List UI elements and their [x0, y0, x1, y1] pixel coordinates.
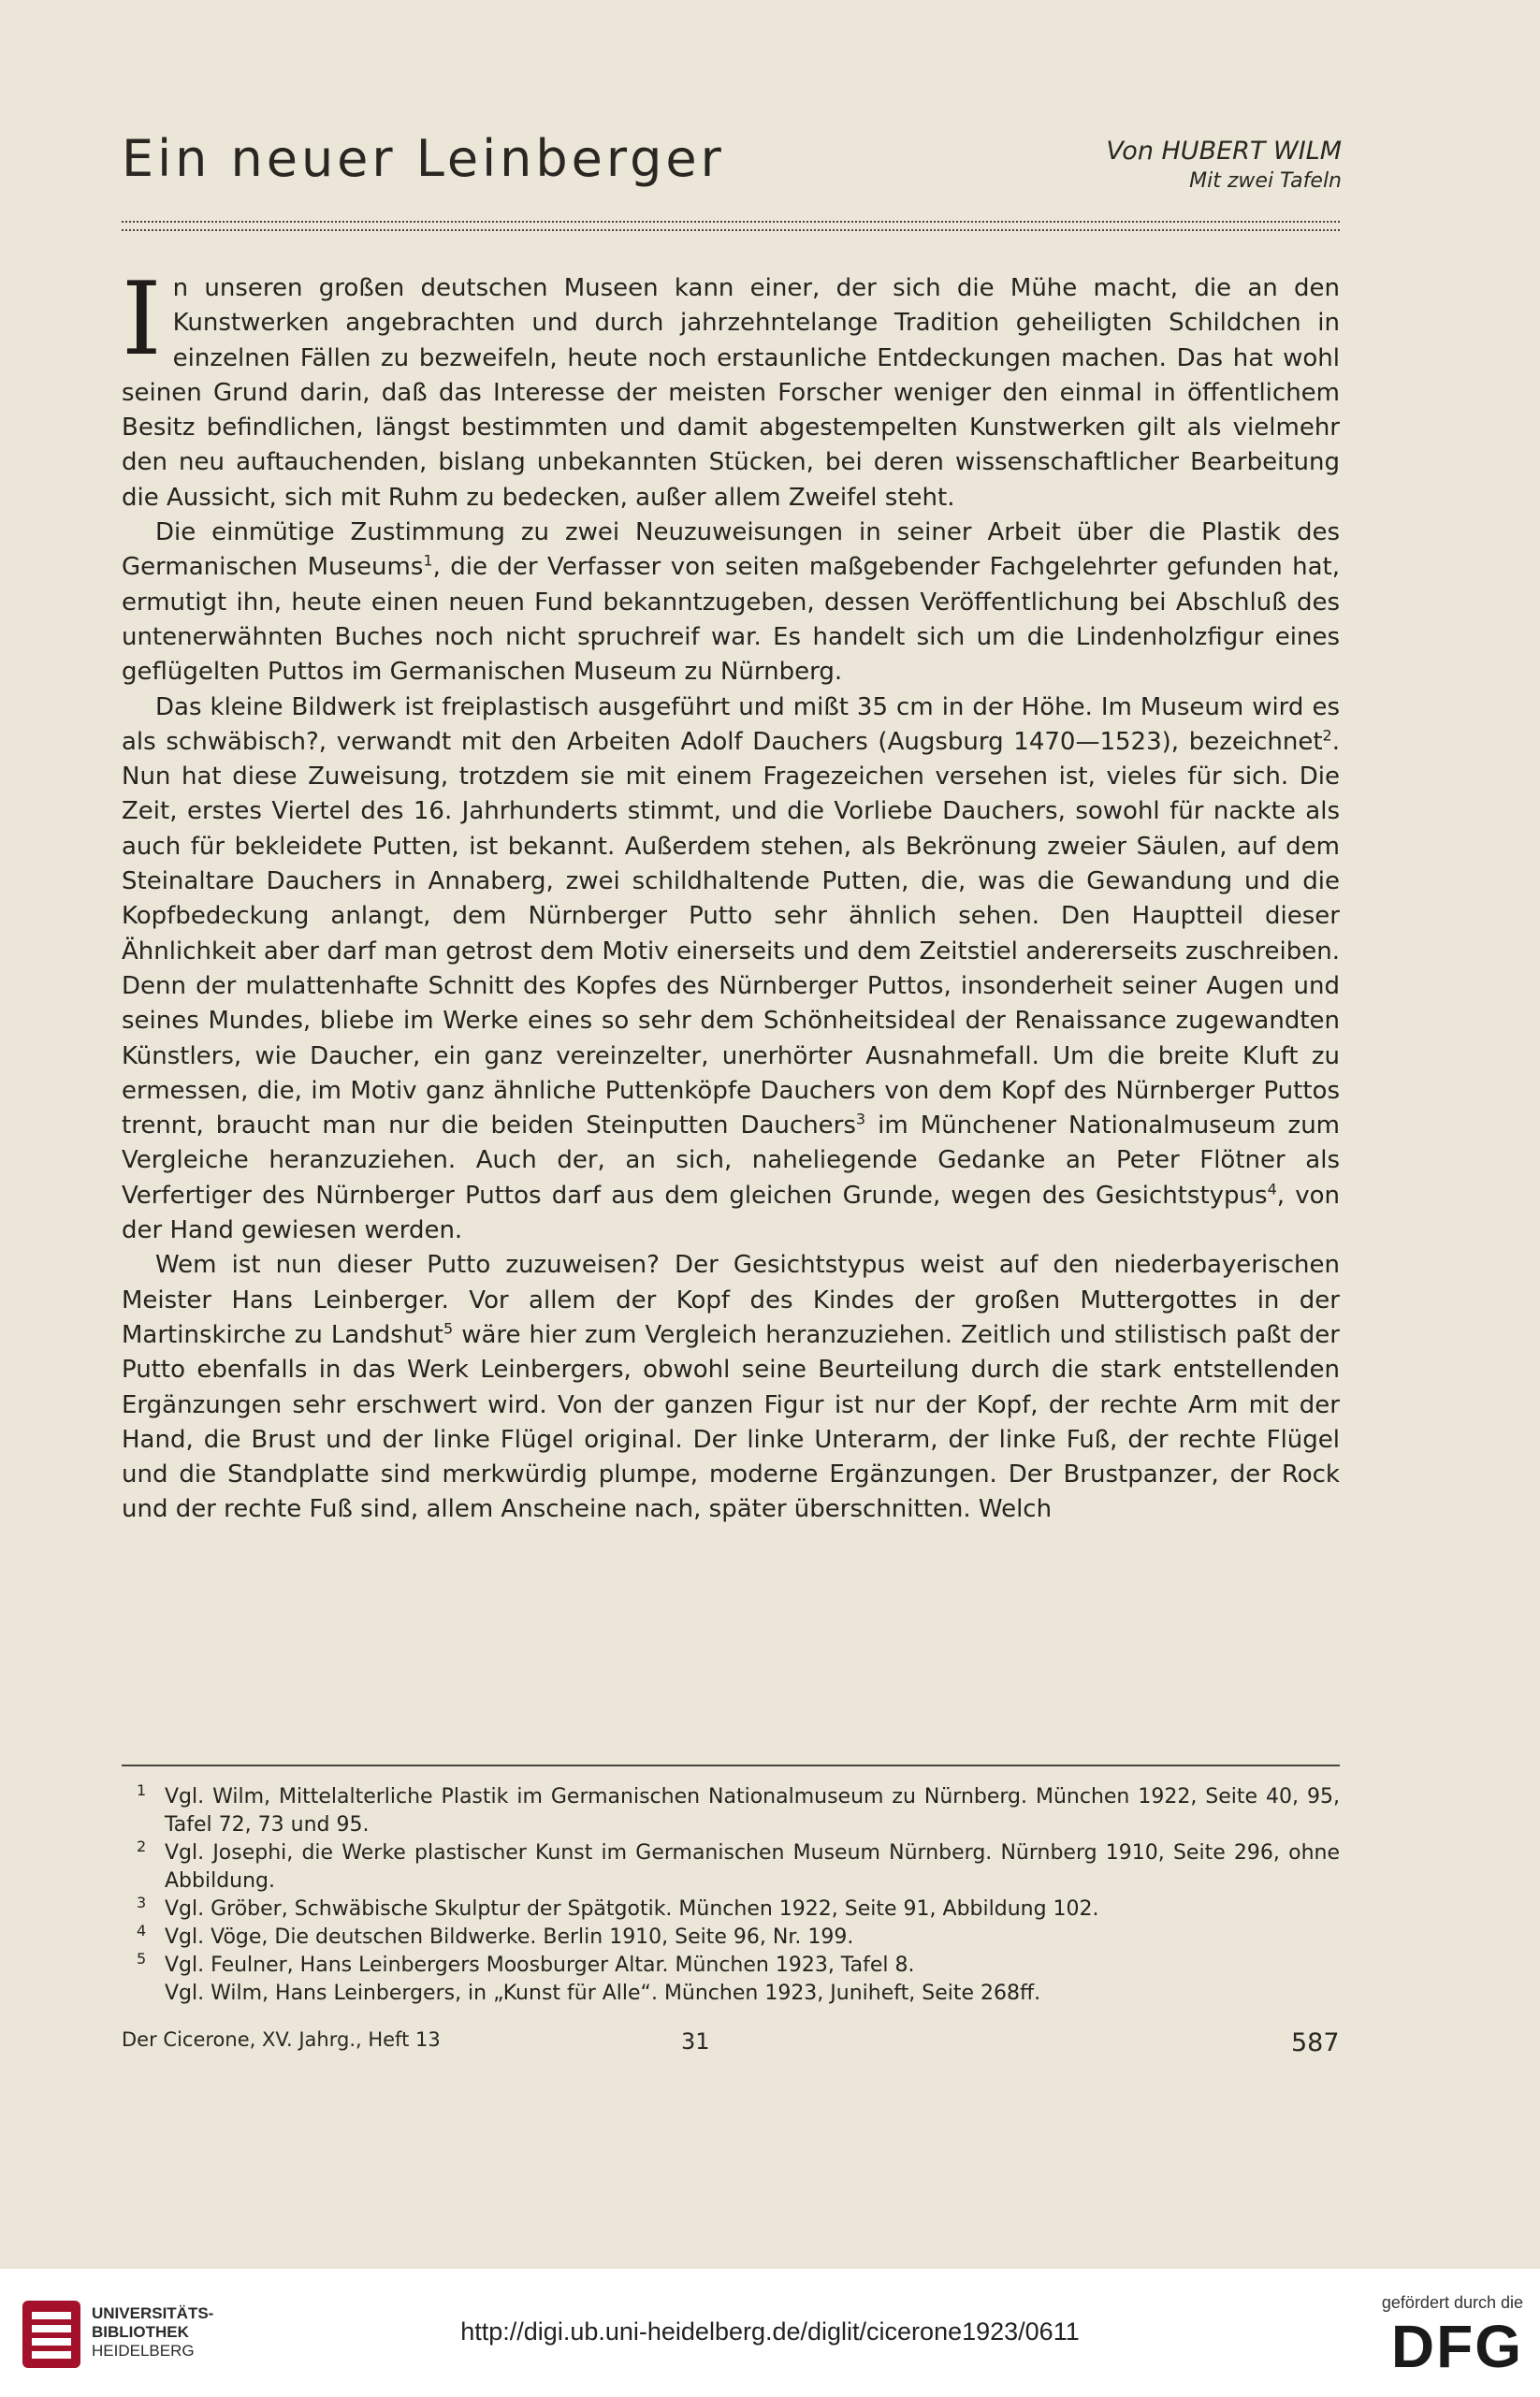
footnotes: [122, 1780, 1340, 2008]
footnote-text: Vgl. Wilm, Hans Leinbergers, in „Kunst für Alle“. München 1923, Juniheft, Seite 268ff.: [165, 1982, 1041, 2005]
paragraph-3-text-a: Das kleine Bildwerk ist freiplastisch ausgeführt und mißt 35 cm in der Höhe. Im Museum wird es als schwäbisch?, verwandt mit den Arbeiten Adolf Dauchers (Augsburg 1470—1523), bezeichnet: [122, 692, 1340, 756]
footnote: 1 Vgl. Wilm, Mittelalterliche Plastik im Germanischen Nationalmuseum zu Nürnberg. München 1922, Seite 40, 95, Tafel 72, 73 und 95.: [137, 1780, 1340, 1837]
funder-block: [1381, 2293, 1523, 2380]
footnote: [122, 1980, 1340, 2008]
paragraph-4-text-b: wäre hier zum Vergleich heranzuziehen. Zeitlich und stilistisch paßt der Putto ebenfalls in das Werk Leinbergers, obwohl seine Beurteilung durch die stark entstellenden Ergänzungen sehr erschwert wird. Von der ganzen Figur ist nur der Kopf, der rechte Arm mit der Hand, die Brust und der linke Flügel original. Der linke Unterarm, der linke Fuß, der rechte Flügel und die Standplatte sind merkwürdig plumpe, moderne Ergänzungen. Der Brustpanzer, der Rock und der rechte Fuß sind, allem Anscheine nach, später überschnitten. Welch: [122, 1320, 1340, 1524]
library-name-line: HEIDELBERG: [92, 2342, 195, 2360]
footnote: 4 Vgl. Vöge, Die deutschen Bildwerke. Berlin 1910, Seite 96, Nr. 199.: [137, 1921, 854, 1949]
funder-caption: gefördert durch die: [1381, 2293, 1523, 2312]
footnote-ref-1: 1: [423, 551, 433, 570]
article-body: [122, 261, 1341, 1528]
footnote-rule: [122, 1765, 1340, 1766]
footnote-text: Vgl. Gröber, Schwäbische Skulptur der Spätgotik. München 1922, Seite 91, Abbildung 102.: [165, 1897, 1099, 1921]
footnote-ref-4: 4: [1267, 1180, 1277, 1198]
footnote-ref-2: 2: [1322, 726, 1332, 745]
paragraph-3: [122, 690, 1340, 1249]
page-number: 587: [1291, 2028, 1340, 2057]
paragraph-4: [122, 1248, 1340, 1527]
paragraph-3-text-c: im Münchener Nationalmuseum zum Vergleiche heranzuziehen. Auch der, an sich, naheliegende Gedanke an Peter Flötner als Verfertiger des Nürnberger Puttos darf aus dem gleichen Grunde, wegen des Gesichtstypus: [122, 1111, 1341, 1210]
paragraph-1-text: n unseren großen deutschen Museen kann einer, der sich die Mühe macht, die an den Kunstwerken angebrachten und durch jahrzehntelange Tradition geheiligten Schildchen in einzelnen Fällen zu bezweifeln, heute noch erstaunliche Entdeckungen machen. Das hat wohl seinen Grund darin, daß das Interesse der meisten Forscher weniger den einmal in öffentlichem Besitz befindlichen, längst bestimmten und damit abgestempelten Kunstwerken gilt als vielmehr den neu auftauchenden, bislang unbekannten Stücken, bei deren wissenschaftlicher Bearbeitung die Aussicht, sich mit Ruhm zu bedecken, außer allem Zweifel steht.: [122, 274, 1340, 512]
footnote-text: Vgl. Feulner, Hans Leinbergers Moosburger Altar. München 1923, Tafel 8.: [165, 1954, 915, 1977]
footnote: 2 Vgl. Josephi, die Werke plastischer Kunst im Germanischen Museum Nürnberg. Nürnberg 1910, Seite 296, ohne Abbildung.: [137, 1837, 1340, 1893]
journal-reference: Der Cicerone, XV. Jahrg., Heft 13: [122, 2028, 441, 2051]
paragraph-3-text-d: , von der Hand gewiesen werden.: [122, 1181, 1340, 1245]
footnote: 5 Vgl. Feulner, Hans Leinbergers Moosburger Altar. München 1923, Tafel 8.: [137, 1949, 915, 1977]
title-rule: [122, 221, 1340, 231]
paragraph-2-text-a: Die einmütige Zustimmung zu zwei Neuzuweisungen in seiner Arbeit über die Plastik des Germanischen Museums: [122, 518, 1340, 582]
paragraph-3-text-b: . Nun hat diese Zuweisung, trotzdem sie mit einem Fragezeichen versehen ist, vieles für sich. Die Zeit, erstes Viertel des 16. Jahrhunderts stimmt, und die Vorliebe Dauchers, sowohl für nackte als auch für bekleidete Putten, ist bekannt. Außerdem stehen, als Bekrönung zweier Säulen, auf dem Steinaltare Dauchers in Annaberg, zwei schildhaltende Putten, die, was die Gewandung und die Kopfbedeckung anlangt, dem Nürnberger Putto sehr ähnlich sehen. Den Hauptteil dieser Ähnlichkeit aber darf man getrost dem Motiv einerseits und dem Zeitstiel andererseits zuschreiben. Denn der mulattenhafte Schnitt des Kopfes des Nürnberger Puttos, insonderheit seiner Augen und seines Mundes, bliebe im Werke eines so sehr dem Schönheitsideal der Renaissance zugewandten Künstlers, wie Daucher, ein ganz vereinzelter, unerhörter Ausnahmefall. Um die breite Kluft zu ermessen, die, im Motiv ganz ähnliche Puttenköpfe Dauchers von dem Kopf des Nürnberger Puttos trennt, braucht man nur die beiden Steinputten Dauchers: [122, 727, 1340, 1140]
footnote-text: Vgl. Wilm, Mittelalterliche Plastik im Germanischen Nationalmuseum zu Nürnberg. München 1922, Seite 40, 95, Tafel 72, 73 und 95.: [165, 1785, 1340, 1837]
footnote-text: Vgl. Josephi, die Werke plastischer Kunst im Germanischen Museum Nürnberg. Nürnberg 1910, Seite 296, ohne Abbildung.: [165, 1841, 1340, 1893]
drop-cap: I: [122, 261, 162, 378]
paragraph-1: [122, 261, 1340, 516]
paragraph-2-text-b: , die der Verfasser von seiten maßgebender Fachgelehrter gefunden hat, ermutigt ihn, heute einen neuen Fund bekanntzugeben, dessen Veröffentlichung bei Abschluß des untenerwähnten Buches noch nicht spruchreif war. Es handelt sich um die Lindenholzfigur eines geflügelten Puttos im Germanischen Museum zu Nürnberg.: [122, 553, 1340, 687]
library-name-line: UNIVERSITÄTS-: [92, 2304, 214, 2322]
footnote-ref-5: 5: [443, 1319, 454, 1338]
article-title: Ein neuer Leinberger: [122, 129, 725, 188]
library-name-line: BIBLIOTHEK: [92, 2323, 189, 2341]
paragraph-2: [122, 516, 1340, 690]
footnote-text: Vgl. Vöge, Die deutschen Bildwerke. Berlin 1910, Seite 96, Nr. 199.: [165, 1925, 854, 1949]
author-line: Von HUBERT WILM: [1106, 137, 1342, 166]
signature-mark: 31: [681, 2028, 710, 2055]
footnote-ref-3: 3: [855, 1110, 866, 1128]
permalink[interactable]: http://digi.ub.uni-heidelberg.de/diglit/cicerone1923/0611: [460, 2317, 1080, 2346]
byline: [1106, 137, 1342, 193]
plates-note: Mit zwei Tafeln: [1189, 169, 1342, 193]
dfg-logo: DFG: [1390, 2313, 1523, 2380]
digitization-banner: [0, 2269, 1540, 2397]
paragraph-4-text-a: Wem ist nun dieser Putto zuzuweisen? Der Gesichtstypus weist auf den niederbayerischen Meister Hans Leinberger. Vor allem der Kopf des Kindes der großen Muttergottes in der Martinskirche zu Landshut: [122, 1251, 1340, 1349]
footnote: 3 Vgl. Gröber, Schwäbische Skulptur der Spätgotik. München 1922, Seite 91, Abbildung 102.: [137, 1893, 1099, 1921]
